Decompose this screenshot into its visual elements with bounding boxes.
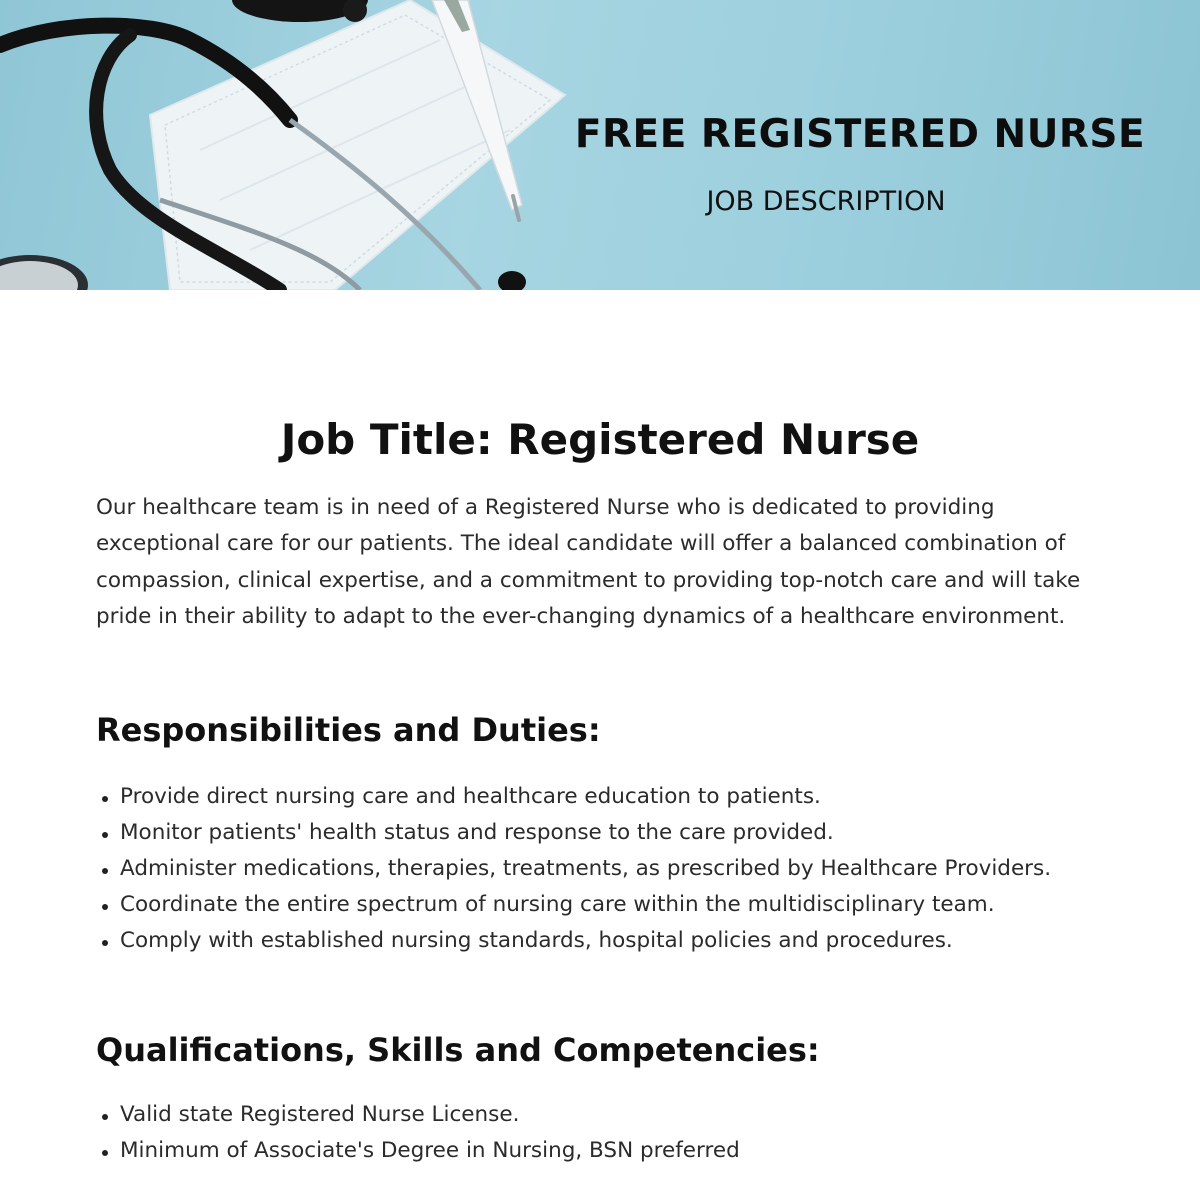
list-item: Monitor patients' health status and response to the care provided. (96, 815, 1106, 851)
list-item: Comply with established nursing standards, hospital policies and procedures. (96, 923, 1106, 959)
bullet-icon (102, 904, 108, 910)
qualifications-list (96, 1097, 1106, 1169)
qualifications-heading: Qualifications, Skills and Competencies: (96, 1031, 820, 1070)
bullet-icon (102, 868, 108, 874)
bullet-icon (102, 1114, 108, 1120)
bullet-icon (102, 832, 108, 838)
list-item: Administer medications, therapies, treatments, as prescribed by Healthcare Providers. (96, 851, 1106, 887)
list-item: Provide direct nursing care and healthcare education to patients. (96, 779, 1106, 815)
bullet-icon (102, 796, 108, 802)
job-title: Job Title: Registered Nurse (280, 415, 920, 464)
list-item: Minimum of Associate's Degree in Nursing, BSN preferred (96, 1133, 1106, 1169)
document-body (96, 415, 1106, 1169)
banner-subtitle: JOB DESCRIPTION (706, 186, 946, 217)
banner-title: FREE REGISTERED NURSE (574, 112, 1146, 157)
bullet-icon (102, 940, 108, 946)
list-item: Valid state Registered Nurse License. (96, 1097, 1106, 1133)
header-banner (0, 0, 1200, 290)
intro-paragraph: Our healthcare team is in need of a Registered Nurse who is dedicated to providing exceptional care for our patients. The ideal candidate will offer a balanced combination of compassion, clinical expertise, and a commitment to providing top-notch care and will take pride in their ability to adapt to the ever-changing dynamics of a healthcare environment. (96, 495, 1081, 629)
bullet-icon (102, 1150, 108, 1156)
list-item: Coordinate the entire spectrum of nursing care within the multidisciplinary team. (96, 887, 1106, 923)
responsibilities-heading: Responsibilities and Duties: (96, 711, 601, 750)
responsibilities-list (96, 779, 1106, 959)
